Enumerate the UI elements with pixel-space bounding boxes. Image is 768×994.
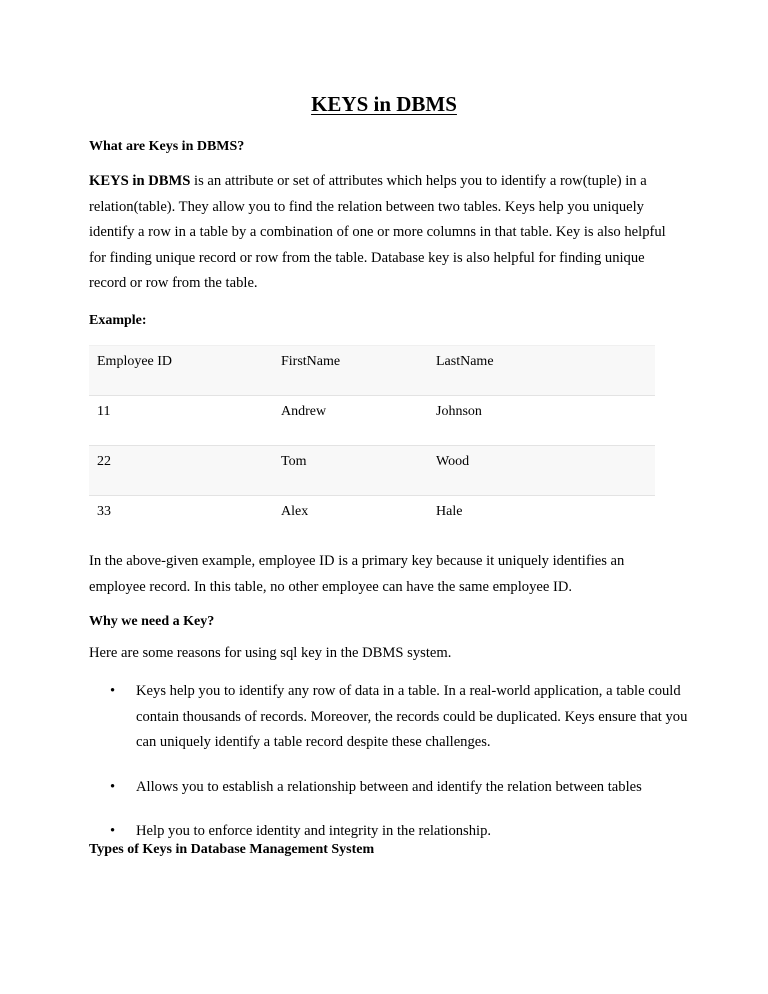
bullet-icon: • xyxy=(110,823,116,839)
list-item xyxy=(89,679,689,756)
table-cell: Andrew xyxy=(273,396,428,446)
document-title: KEYS in DBMS xyxy=(311,92,457,116)
table-cell: Wood xyxy=(428,446,655,496)
bullet-icon: • xyxy=(110,778,116,795)
keys-definition-paragraph xyxy=(89,169,667,297)
section-heading-why-key: Why we need a Key? xyxy=(89,614,215,629)
table-cell: Alex xyxy=(281,504,309,519)
reasons-intro-paragraph: Here are some reasons for using sql key in the DBMS system. xyxy=(89,645,452,661)
list-item xyxy=(89,775,689,801)
keys-definition-body: is an attribute or set of attributes which helps you to identify a row(tuple) in a relation(table). They allow you to find the relation between two tables. Keys help you uniquely identify a row in a table by a combination of one or more columns in that table. Key is also helpful for finding unique record or row from the table. Database key is also helpful for finding unique record or row from the table. xyxy=(89,173,666,291)
list-item-text: Allows you to establish a relationship between and identify the relation between tables xyxy=(136,778,642,795)
table-cell: 33 xyxy=(97,504,111,519)
table-header-row xyxy=(89,346,655,396)
example-heading: Example: xyxy=(89,313,147,328)
section-heading-types-of-keys: Types of Keys in Database Management System xyxy=(89,842,375,857)
table-header-cell: Employee ID xyxy=(89,346,273,396)
table-cell: 11 xyxy=(89,396,273,446)
reasons-list xyxy=(89,679,689,864)
table-row xyxy=(89,446,655,496)
table-header-cell: FirstName xyxy=(273,346,428,396)
table-header-cell: LastName xyxy=(428,346,655,396)
table-cell: Hale xyxy=(436,504,463,519)
list-item-text: Help you to enforce identity and integrity in the relationship. xyxy=(136,823,492,839)
list-item xyxy=(89,819,689,845)
list-item-text: Keys help you to identify any row of data in a table. In a real-world application, a table could contain thousands of records. Moreover, the records could be duplicated. Keys ensure that you can uniquely identify a table record despite these challenges. xyxy=(136,683,688,750)
keys-definition-lead: KEYS in DBMS xyxy=(89,173,191,189)
example-explanation-paragraph: In the above-given example, employee ID is a primary key because it uniquely identifies an employee record. In this table, no other employee can have the same employee ID. xyxy=(89,553,625,595)
section-heading-what-are-keys: What are Keys in DBMS? xyxy=(89,139,245,154)
employee-table xyxy=(89,345,655,546)
table-row xyxy=(89,496,655,546)
table-cell: Tom xyxy=(273,446,428,496)
table-cell: Johnson xyxy=(428,396,655,446)
table-row xyxy=(89,396,655,446)
table-cell: 22 xyxy=(89,446,273,496)
bullet-icon: • xyxy=(110,683,116,699)
